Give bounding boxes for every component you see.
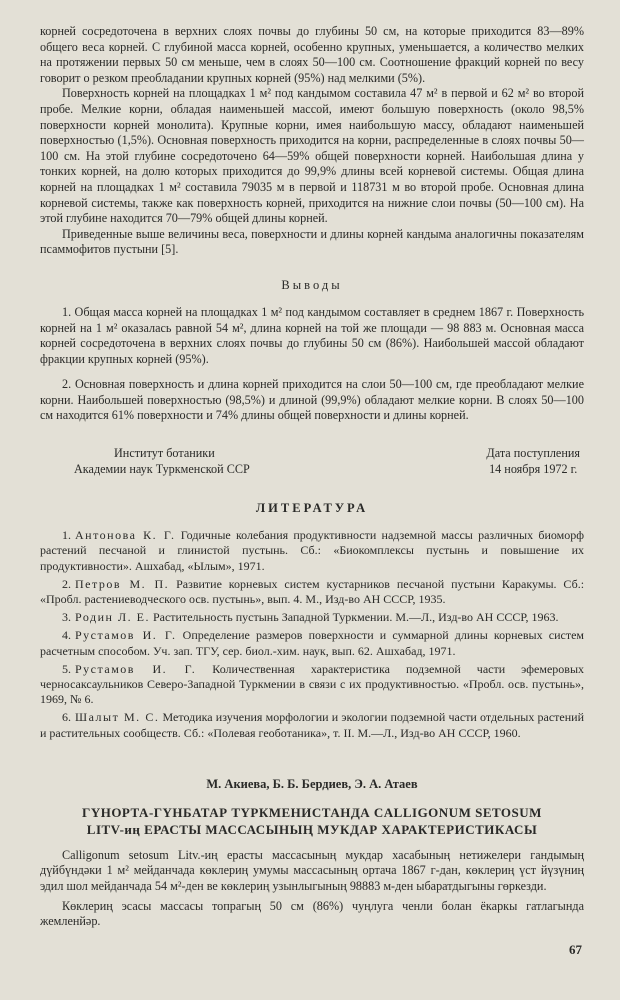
reference-item bbox=[40, 610, 584, 625]
reference-item bbox=[40, 662, 584, 708]
reference-author: Родин Л. Е. bbox=[75, 610, 150, 625]
article-title-line-1: ГҮНОРТА-ГҮНБАТАР ТҮРКМЕНИСТАНДА CALLIGONUM SETOSUM bbox=[82, 804, 542, 820]
reference-number: 1. bbox=[62, 528, 71, 543]
reference-number: 3. bbox=[62, 610, 71, 625]
reference-text: Определение размеров поверхности и суммарной длины корневых систем расчетным способом. Уч. зап. ТГУ, сер. биол.-хим. наук, вып. 62. Ашхабад, 1971. bbox=[40, 628, 584, 658]
institution bbox=[74, 446, 250, 477]
received-value: 14 ноября 1972 г. bbox=[489, 461, 578, 476]
page-number: 67 bbox=[569, 942, 582, 957]
signature-block bbox=[74, 446, 580, 477]
article-title bbox=[40, 804, 584, 838]
reference-text: Количественная характеристика подземной части эфемеровых черносаксаульников Северо-Западной Туркмении в связи с их продуктивностью. «Пробл. осв. пустынь», 1969, № 6. bbox=[40, 661, 585, 707]
received-date bbox=[486, 446, 580, 477]
conclusion-2: 2. Основная поверхность и длина корней приходится на слои 50—100 см, где преобладают мелкие корни. Наибольшей поверхностью (98,5%) и длиной (99,9%) обладают мелкие корни. В слоях 50—100 см находится 61% поверхности и 74% длины общей поверхности и длины корней. bbox=[40, 377, 584, 423]
reference-author: Рустамов И. Г. bbox=[75, 628, 177, 643]
reference-item bbox=[40, 710, 584, 740]
reference-author: Рустамов И. Г. bbox=[75, 661, 197, 676]
paragraph-3: Приведенные выше величины веса, поверхности и длины корней кандыма аналогичны показателям псаммофитов пустыни [5]. bbox=[40, 226, 584, 257]
reference-text: Растительность пустынь Западной Туркмении. М.—Л., Изд-во АН СССР, 1963. bbox=[152, 610, 559, 625]
reference-text: Годичные колебания продуктивности надземной массы различных биоморф растений песчаной и глинистой пустынь. Сб.: «Биокомплексы пустынь и повышение их продуктивности». Ашхабад, «Ылым», 1971. bbox=[40, 528, 585, 573]
reference-item bbox=[40, 577, 584, 607]
article-authors: М. Акиева, Б. Б. Бердиев, Э. А. Атаев bbox=[206, 776, 418, 791]
literature-heading: ЛИТЕРАТУРА bbox=[255, 501, 369, 516]
reference-text: Развитие корневых систем кустарников песчаной пустыни Каракумы. Сб.: «Пробл. растениеводческого осв. пустынь», вып. 4. М., Изд-во АН СССР, 1935. bbox=[40, 576, 585, 607]
reference-number: 6. bbox=[62, 710, 71, 725]
reference-author: Антонова К. Г. bbox=[75, 528, 176, 543]
reference-list bbox=[40, 528, 584, 741]
reference-author: Петров М. П. bbox=[75, 576, 170, 591]
reference-number: 2. bbox=[62, 576, 71, 591]
paragraph-2: Поверхность корней на площадках 1 м² под кандымом составила 47 м² в первой и 62 м² во второй пробе. Мелкие корни, обладая наименьшей массой, имеют большую поверхность (около 98,5% поверхности корней монолита). Крупные корни, имея наибольшую массу, обладают наименьшей поверхностью (1,5%). Основная поверхность приходится на корни, распределенные в слоях почвы 50—100 см. На этой глубине сосредоточено 64—59% общей поверхности корней. Наибольшая длина у тонких корней, на долю которых приходится до 99,9% длины всей корневой системы. Общая длина корней на площадках 1 м² составила 79035 м в первой и 118731 м во второй пробе. Основная длина корневой системы, также как поверхность корней, приходится на нижние слои почвы (50—100 см). На этой глубине находится 70—79% общей длины корней. bbox=[40, 86, 584, 226]
reference-item bbox=[40, 528, 584, 574]
article-title-line-2: LITV-иң ЕРАСТЫ МАССАСЫНЫҢ МУКДАР ХАРАКТЕРИСТИКАСЫ bbox=[86, 821, 538, 837]
reference-number: 4. bbox=[62, 628, 71, 643]
institution-line-1: Институт ботаники bbox=[114, 446, 215, 461]
article-paragraph-2: Көклериң эсасы массасы топрагың 50 см (86%) чуңлуга ченли болан ёкаркы гатлагында жемленйәр. bbox=[40, 898, 584, 929]
reference-item bbox=[40, 628, 584, 658]
conclusions-heading: Выводы bbox=[281, 277, 343, 292]
reference-text: Методика изучения морфологии и экологии подземной части отдельных растений и растительных сообществ. Сб.: «Полевая геоботаника», т. II. М.—Л., Изд-во АН СССР, 1960. bbox=[40, 710, 585, 740]
article-paragraph-1: Calligonum setosum Litv.-иң ерасты массасының мукдар хасабының нетижелери гандымың дүйбүндәки 1 м² мейданчада көклериң умумы массасының ортача 1867 г-дан, көклериң үст йүзүниң эдил шол мейданчада 54 м²-ден ве көклериң узынлыгының 98883 м-ден ыбаратдыгыны гөркезди. bbox=[40, 847, 584, 894]
institution-line-2: Академии наук Туркменской ССР bbox=[74, 461, 250, 476]
received-label: Дата поступления bbox=[486, 446, 580, 461]
reference-number: 5. bbox=[62, 661, 71, 676]
conclusion-1: 1. Общая масса корней на площадках 1 м² под кандымом составляет в среднем 1867 г. Поверхность корней на 1 м² оказалась равной 54 м², длина корней на той же площади — 98 883 м. Основная масса корней сосредоточена в верхних слоях почвы до глубины 50 см (86%). Наибольшей массой обладают фракции крупных корней (95%). bbox=[40, 304, 584, 366]
reference-author: Шалыт М. С. bbox=[75, 710, 160, 725]
paragraph-1: корней сосредоточена в верхних слоях почвы до глубины 50 см, на которые приходится 83—89% общего веса корней. С глубиной масса корней, особенно крупных, уменьшается, а количество мелких на протяжении первых 50 см меньше, чем в слоях 50—100 см. Соотношение фракций корней по весу говорит о резком преобладании крупных корней (95%) над мелкими (5%). bbox=[40, 24, 584, 85]
